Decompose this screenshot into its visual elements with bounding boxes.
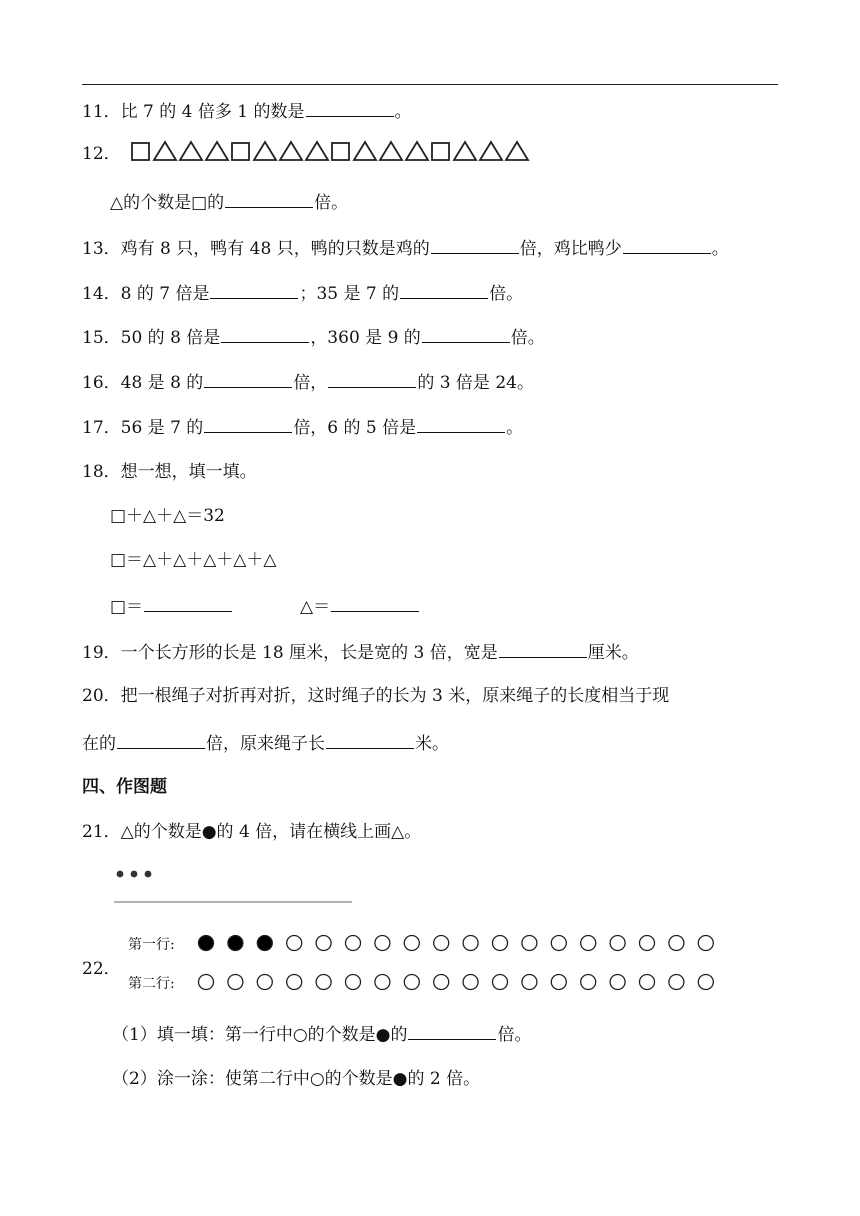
- answer-blank[interactable]: [408, 1022, 496, 1040]
- triangle-shape: [506, 142, 528, 160]
- question-16: [82, 370, 534, 394]
- question-text: 倍，原来绳子长: [206, 734, 325, 754]
- question-text: 50 的 8 倍是: [120, 328, 221, 348]
- question-22-number: 22．: [82, 959, 121, 979]
- empty-circle[interactable]: [316, 975, 331, 990]
- question-number: 18．: [82, 462, 121, 482]
- answer-blank[interactable]: [225, 190, 313, 208]
- question-text: 倍。: [314, 193, 349, 213]
- question-number: 13．: [82, 239, 121, 259]
- question-12-line2: [110, 190, 348, 214]
- answer-blank[interactable]: [204, 370, 292, 388]
- square-shape: [332, 143, 349, 160]
- square-shape: [432, 143, 449, 160]
- empty-circle: [434, 936, 449, 951]
- question-number: 15．: [82, 328, 121, 348]
- question-text: 倍，鸡比鸭少: [519, 239, 622, 259]
- empty-circle: [287, 936, 302, 951]
- empty-circle[interactable]: [375, 975, 390, 990]
- question-17: [82, 415, 523, 439]
- question-18: [82, 461, 257, 483]
- answer-blank[interactable]: [328, 370, 416, 388]
- question-text: 48 是 8 的: [120, 373, 204, 393]
- question-21: [82, 821, 421, 843]
- empty-circle[interactable]: [522, 975, 537, 990]
- question-text: △的个数是□的: [110, 193, 225, 213]
- question-14: [82, 281, 523, 305]
- black-dot: [117, 871, 124, 878]
- empty-circle[interactable]: [640, 975, 655, 990]
- empty-circle[interactable]: [669, 975, 684, 990]
- answer-blank[interactable]: [117, 731, 205, 749]
- triangle-shape: [380, 142, 402, 160]
- empty-circle[interactable]: [581, 975, 596, 990]
- black-dot: [131, 871, 138, 878]
- filled-circle: [228, 936, 243, 951]
- top-rule: [82, 84, 778, 85]
- triangle-shape: [454, 142, 476, 160]
- question-text: 。: [711, 239, 729, 259]
- question-text: ，360 是 9 的: [310, 328, 421, 348]
- answer-blank[interactable]: [306, 99, 394, 117]
- black-dot: [145, 871, 152, 878]
- empty-circle: [346, 936, 361, 951]
- empty-circle[interactable]: [434, 975, 449, 990]
- question-11: [82, 99, 412, 123]
- equation-2: □＝△＋△＋△＋△＋△: [110, 550, 277, 570]
- answer-blank[interactable]: [499, 640, 587, 658]
- square-shape: [232, 143, 249, 160]
- question-15: [82, 325, 545, 349]
- row-1-label: 第一行:: [128, 937, 175, 953]
- empty-circle: [698, 936, 713, 951]
- triangle-shape: [480, 142, 502, 160]
- empty-circle: [551, 936, 566, 951]
- question-text: 比 7 的 4 倍多 1 的数是: [120, 102, 305, 122]
- empty-circle[interactable]: [199, 975, 214, 990]
- empty-circle[interactable]: [551, 975, 566, 990]
- question-text: 的 3 倍是 24。: [417, 373, 534, 393]
- empty-circle: [404, 936, 419, 951]
- section-heading: 四、作图题: [82, 777, 167, 797]
- question-number: 17．: [82, 418, 121, 438]
- triangle-shape: [280, 142, 302, 160]
- empty-circle: [493, 936, 508, 951]
- question-text: 一个长方形的长是 18 厘米，长是宽的 3 倍，宽是: [120, 643, 498, 663]
- question-20-line2: [82, 731, 449, 755]
- question-12-number: 12．: [82, 144, 121, 164]
- answer-blank[interactable]: [144, 594, 232, 612]
- empty-circle[interactable]: [698, 975, 713, 990]
- empty-circle[interactable]: [228, 975, 243, 990]
- question-22-part1: [112, 1022, 531, 1046]
- answer-label: △＝: [300, 597, 331, 617]
- question-text: 8 的 7 倍是: [120, 284, 210, 304]
- question-text: 米。: [415, 734, 449, 754]
- empty-circle: [640, 936, 655, 951]
- shape-sequence: [130, 140, 540, 164]
- question-text: 倍。: [510, 328, 545, 348]
- empty-circle[interactable]: [404, 975, 419, 990]
- answer-blank[interactable]: [221, 325, 309, 343]
- triangle-shape: [406, 142, 428, 160]
- triangle-shape: [154, 142, 176, 160]
- answer-blank[interactable]: [204, 415, 292, 433]
- empty-circle[interactable]: [610, 975, 625, 990]
- question-text: 倍，: [293, 373, 328, 393]
- empty-circle: [581, 936, 596, 951]
- empty-circle: [522, 936, 537, 951]
- row-2-label: 第二行:: [128, 976, 175, 992]
- question-22-part2: （2）涂一涂：使第二行中○的个数是●的 2 倍。: [112, 1069, 481, 1089]
- question-number: 19．: [82, 643, 121, 663]
- answer-triangle: [300, 594, 420, 618]
- empty-circle[interactable]: [493, 975, 508, 990]
- question-text: 倍。: [497, 1025, 532, 1045]
- question-text: 鸡有 8 只，鸭有 48 只，鸭的只数是鸡的: [120, 239, 430, 259]
- triangle-shape: [180, 142, 202, 160]
- question-text: 在的: [82, 734, 116, 754]
- answer-blank[interactable]: [326, 731, 414, 749]
- triangle-shape: [254, 142, 276, 160]
- question-text: 想一想，填一填。: [120, 462, 257, 482]
- empty-circle[interactable]: [257, 975, 272, 990]
- question-text: 倍，6 的 5 倍是: [293, 418, 417, 438]
- answer-blank[interactable]: [422, 325, 510, 343]
- triangle-shape: [306, 142, 328, 160]
- question-19: [82, 640, 639, 664]
- empty-circle: [669, 936, 684, 951]
- question-number: 11．: [82, 102, 121, 122]
- question-number: 14．: [82, 284, 121, 304]
- question-text: （1）填一填：第一行中○的个数是●的: [112, 1025, 408, 1045]
- filled-circle: [257, 936, 272, 951]
- triangle-shape: [354, 142, 376, 160]
- empty-circle[interactable]: [287, 975, 302, 990]
- empty-circle[interactable]: [463, 975, 478, 990]
- empty-circle: [316, 936, 331, 951]
- question-text: 。: [506, 418, 524, 438]
- answer-blank[interactable]: [210, 281, 298, 299]
- question-13: [82, 236, 729, 260]
- question-text: ；35 是 7 的: [299, 284, 400, 304]
- empty-circle: [375, 936, 390, 951]
- answer-square: [110, 594, 233, 618]
- circle-rows: [190, 928, 730, 998]
- empty-circle[interactable]: [346, 975, 361, 990]
- answer-blank[interactable]: [623, 236, 711, 254]
- answer-blank[interactable]: [431, 236, 519, 254]
- question-20-line1: [82, 685, 669, 707]
- answer-blank[interactable]: [417, 415, 505, 433]
- question-text: 把一根绳子对折再对折，这时绳子的长为 3 米，原来绳子的长度相当于现: [120, 686, 670, 706]
- square-shape: [132, 143, 149, 160]
- q21-figure: [110, 862, 360, 908]
- question-text: △的个数是●的 4 倍，请在横线上画△。: [120, 822, 422, 842]
- question-text: 厘米。: [587, 643, 639, 663]
- question-number: 20．: [82, 686, 121, 706]
- question-text: 。: [394, 102, 412, 122]
- empty-circle: [463, 936, 478, 951]
- question-number: 21．: [82, 822, 121, 842]
- equation-1: □＋△＋△＝32: [110, 506, 225, 526]
- empty-circle: [610, 936, 625, 951]
- filled-circle: [199, 936, 214, 951]
- question-text: 56 是 7 的: [120, 418, 204, 438]
- question-text: 倍。: [489, 284, 524, 304]
- answer-blank[interactable]: [331, 594, 419, 612]
- answer-blank[interactable]: [400, 281, 488, 299]
- answer-label: □＝: [110, 597, 144, 617]
- question-number: 16．: [82, 373, 121, 393]
- triangle-shape: [206, 142, 228, 160]
